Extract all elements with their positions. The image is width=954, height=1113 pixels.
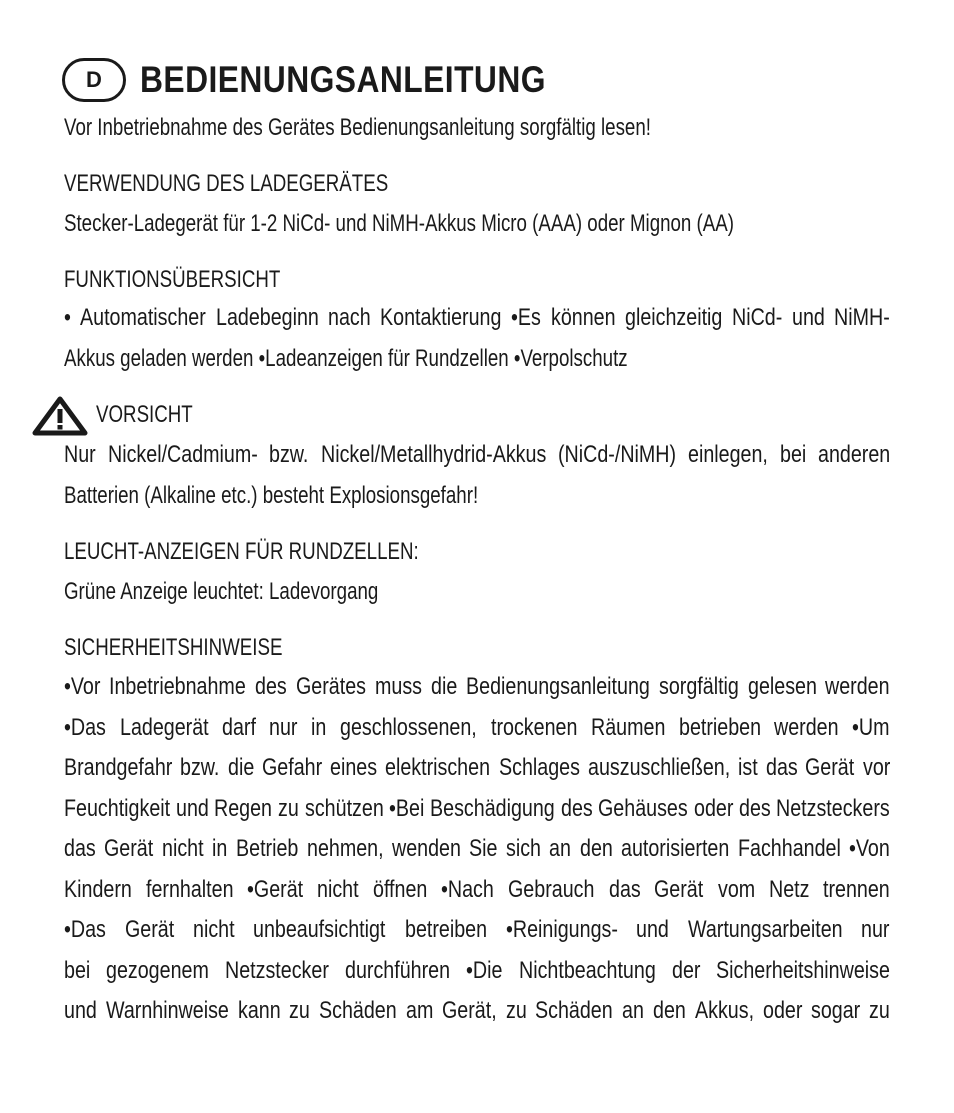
- word: vom: [717, 875, 755, 903]
- word: (NiCd-/NiMH): [557, 441, 676, 468]
- word: an: [549, 835, 572, 862]
- safety-heading: SICHERHEITSHINWEISE: [64, 634, 283, 661]
- word: Gehäuses: [598, 794, 688, 822]
- word: betreiben: [404, 916, 487, 943]
- word: nehmen,: [306, 835, 384, 862]
- word: des: [560, 794, 593, 822]
- word: •Um: [852, 713, 890, 741]
- word: bzw.: [180, 754, 220, 781]
- word: Sie: [468, 835, 498, 862]
- safety-line: [64, 996, 890, 1037]
- word: nicht: [161, 835, 204, 862]
- word: der: [671, 956, 701, 984]
- safety-line: [64, 753, 890, 794]
- word: den: [579, 835, 613, 862]
- word: •Bei: [389, 794, 425, 822]
- word: Warnhinweise: [105, 997, 229, 1024]
- word: oder: [762, 997, 802, 1024]
- word: •Es: [511, 304, 542, 331]
- word: Kontaktierung: [380, 304, 502, 331]
- word: elektrischen: [385, 754, 491, 781]
- word: zu: [289, 997, 311, 1024]
- word: NiMH-: [834, 304, 890, 331]
- word: Gerät: [805, 754, 855, 781]
- word: trockenen: [490, 713, 578, 741]
- safety-line: [64, 875, 890, 916]
- word: autorisierten: [621, 835, 730, 862]
- word: Feuchtigkeit: [64, 794, 171, 822]
- word: Gerät: [124, 916, 174, 943]
- word: betrieben: [678, 713, 761, 741]
- word: Netzstecker: [225, 956, 330, 984]
- word: fernhalten: [145, 875, 234, 903]
- word: eines: [330, 754, 378, 781]
- word: kann: [237, 997, 281, 1024]
- indicators-heading: LEUCHT-ANZEIGEN FÜR RUNDZELLEN:: [64, 538, 419, 565]
- word: Gerätes: [295, 673, 366, 700]
- page-title: BEDIENUNGSANLEITUNG: [140, 59, 546, 100]
- word: Bedienungsanleitung: [465, 673, 650, 700]
- word: bzw.: [269, 441, 309, 468]
- word: in: [211, 835, 228, 862]
- word: Fachhandel: [737, 835, 841, 862]
- word: nach: [328, 304, 371, 331]
- word: die: [430, 673, 457, 700]
- word: vor: [862, 754, 890, 781]
- safety-line: [64, 915, 890, 956]
- word: am: [405, 997, 433, 1024]
- word: ist: [737, 754, 758, 781]
- word: wenden: [391, 835, 461, 862]
- word: Gebrauch: [508, 875, 595, 903]
- intro-text: Vor Inbetriebnahme des Gerätes Bedienungsanleitung sorgfältig lesen!: [64, 114, 651, 141]
- word: geschlossenen,: [340, 713, 477, 741]
- word: nicht: [192, 916, 235, 943]
- overview-line: [64, 303, 890, 344]
- word: Gerät: [104, 835, 154, 862]
- word: trennen: [823, 875, 890, 903]
- safety-line: [64, 834, 890, 875]
- word: das: [765, 754, 798, 781]
- word: Schäden: [318, 997, 397, 1024]
- word: zu: [505, 997, 527, 1024]
- word: Netzsteckers: [776, 794, 890, 822]
- word: nur: [861, 916, 890, 943]
- word: durchführen: [345, 956, 451, 984]
- word: das: [64, 835, 96, 862]
- word: und: [636, 916, 670, 943]
- word: Beschädigung: [430, 794, 555, 822]
- word: bei: [779, 441, 806, 468]
- word: muss: [374, 673, 422, 700]
- word: Nichtbeachtung: [518, 956, 656, 984]
- word: Brandgefahr: [64, 754, 173, 781]
- word: Ladebeginn: [215, 304, 319, 331]
- word: Gerät: [654, 875, 704, 903]
- word: Nur: [64, 441, 96, 468]
- word: Nickel/Cadmium-: [107, 441, 258, 468]
- word: öffnen: [373, 875, 428, 903]
- safety-paragraph: [64, 672, 890, 1037]
- word: und: [791, 304, 825, 331]
- word: •Reinigungs-: [505, 916, 618, 943]
- caution-heading: VORSICHT: [96, 401, 193, 428]
- word: bei: [64, 956, 91, 984]
- word: des: [255, 673, 287, 700]
- word: den: [652, 997, 686, 1024]
- word: oder: [693, 794, 733, 822]
- word: und: [64, 997, 97, 1024]
- word: sogar: [810, 997, 861, 1024]
- caution-line: [64, 440, 890, 481]
- overview-paragraph: [64, 303, 890, 384]
- caution-line-last: Batterien (Alkaline etc.) besteht Explosionsgefahr!: [64, 481, 479, 509]
- word: Wartungsarbeiten: [687, 916, 843, 943]
- usage-text: Stecker-Ladegerät für 1-2 NiCd- und NiMH-Akkus Micro (AAA) oder Mignon (AA): [64, 210, 734, 237]
- word: Gefahr: [262, 754, 323, 781]
- word: NiCd-: [731, 304, 783, 331]
- word: •Die: [466, 956, 503, 984]
- word: gelesen: [747, 673, 817, 700]
- safety-line: [64, 794, 890, 835]
- word: des: [738, 794, 771, 822]
- word: anderen: [817, 441, 890, 468]
- word: und: [175, 794, 209, 822]
- word: Schäden: [535, 997, 613, 1024]
- word: auszuschließen,: [587, 754, 730, 781]
- word: •: [64, 304, 71, 331]
- word: sorgfältig: [658, 673, 739, 700]
- overview-heading: FUNKTIONSÜBERSICHT: [64, 266, 281, 293]
- word: schützen: [304, 794, 384, 822]
- word: Automatischer: [80, 304, 207, 331]
- word: Schlages: [498, 754, 580, 781]
- word: Kindern: [64, 875, 132, 903]
- word: werden: [825, 673, 890, 700]
- caution-paragraph: [64, 440, 890, 521]
- word: einlegen,: [687, 441, 768, 468]
- word: •Gerät: [247, 875, 304, 903]
- word: Betrieb: [235, 835, 299, 862]
- word: Nickel/Metallhydrid-Akkus: [320, 441, 546, 468]
- safety-line: [64, 713, 890, 754]
- word: zu: [869, 997, 890, 1024]
- word: gezogenem: [106, 956, 210, 984]
- word: sich: [505, 835, 541, 862]
- word: Netz: [768, 875, 810, 903]
- word: zu: [278, 794, 299, 822]
- word: •Vor: [64, 673, 101, 700]
- word: können: [550, 304, 616, 331]
- word: Sicherheitshinweise: [716, 956, 890, 984]
- word: Räumen: [590, 713, 665, 741]
- safety-line: [64, 956, 890, 997]
- word: gleichzeitig: [625, 304, 723, 331]
- title-row: [62, 58, 612, 102]
- usage-heading: VERWENDUNG DES LADEGERÄTES: [64, 170, 389, 197]
- word: Akkus,: [694, 997, 754, 1024]
- word: die: [227, 754, 255, 781]
- word: nur: [269, 713, 298, 741]
- warning-triangle-icon: [32, 396, 88, 436]
- word: werden: [774, 713, 839, 741]
- word: nicht: [317, 875, 360, 903]
- word: unbeaufsichtigt: [253, 916, 386, 943]
- word: •Das: [64, 713, 106, 741]
- safety-line: [64, 672, 890, 713]
- word: an: [621, 997, 644, 1024]
- word: das: [608, 875, 641, 903]
- word: •Nach: [441, 875, 495, 903]
- word: Inbetriebnahme: [109, 673, 247, 700]
- language-badge: D: [62, 58, 126, 102]
- word: •Von: [849, 835, 890, 862]
- word: Gerät,: [441, 997, 497, 1024]
- word: darf: [221, 713, 256, 741]
- word: in: [311, 713, 327, 741]
- word: Ladegerät: [119, 713, 209, 741]
- word: •Das: [64, 916, 106, 943]
- word: Regen: [214, 794, 273, 822]
- overview-line-last: Akkus geladen werden •Ladeanzeigen für Rundzellen •Verpolschutz: [64, 344, 628, 372]
- indicators-text: Grüne Anzeige leuchtet: Ladevorgang: [64, 578, 379, 605]
